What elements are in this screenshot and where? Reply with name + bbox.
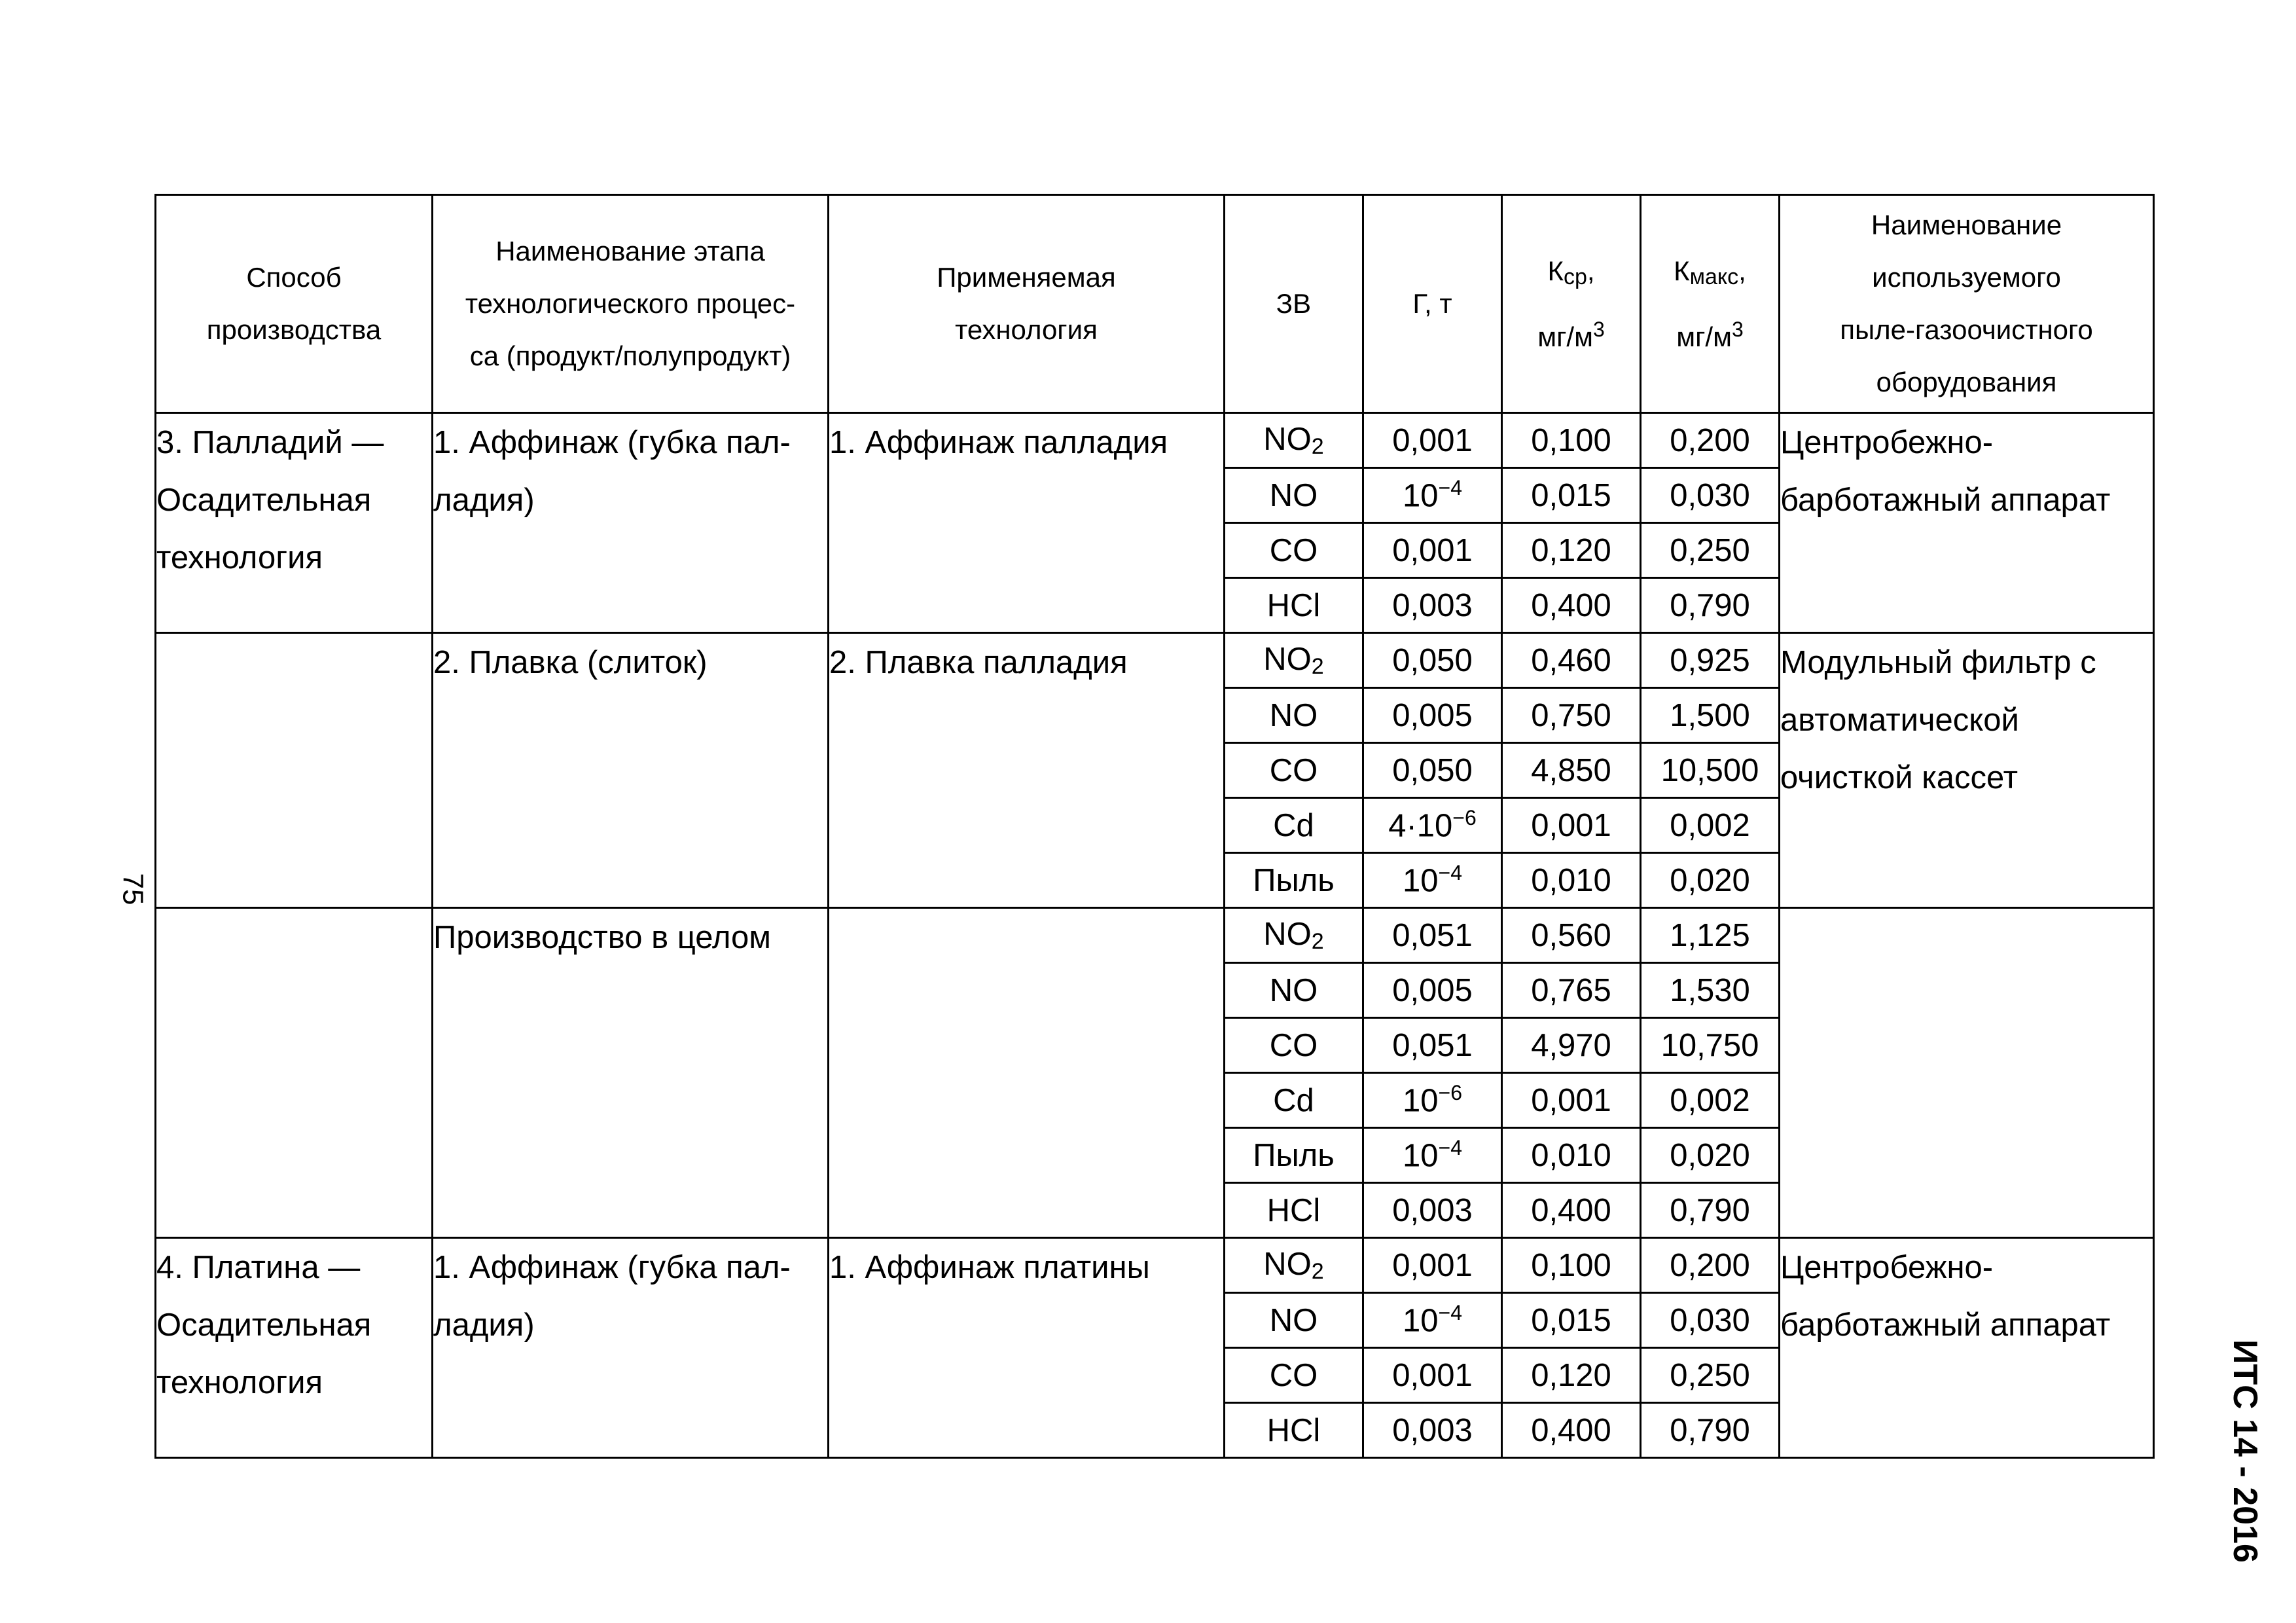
pollutant-name: HCl: [1266, 1192, 1321, 1228]
header-equipment-text: [1780, 199, 2153, 409]
pollutant-name: NO: [1269, 477, 1318, 513]
k-max-cell: 0,790: [1641, 1403, 1780, 1458]
k-max-cell: 0,790: [1641, 578, 1780, 633]
pollutant-cell: [1225, 1128, 1363, 1183]
pollutant-cell: [1225, 468, 1363, 523]
stage-cell: [433, 1238, 829, 1458]
text-line: пыле-газоочистного: [1840, 314, 2093, 345]
pollutant-name: CO: [1269, 532, 1318, 568]
table-body: [156, 413, 2154, 1458]
k-max-symbol: К: [1674, 255, 1690, 286]
g-exponent: −4: [1438, 476, 1462, 500]
k-max-cell: 0,200: [1641, 1238, 1780, 1293]
pollutant-cell: [1225, 1403, 1363, 1458]
equipment-cell: [1780, 413, 2154, 633]
g-cell: [1363, 853, 1502, 908]
k-avg-cell: 0,120: [1502, 523, 1641, 578]
g-cell: [1363, 1348, 1502, 1403]
k-avg-cell: 0,015: [1502, 1293, 1641, 1348]
k-max-unit-exp: 3: [1731, 317, 1744, 341]
k-avg-cell: 0,400: [1502, 578, 1641, 633]
k-max-cell: 0,200: [1641, 413, 1780, 468]
k-avg-cell: 0,765: [1502, 963, 1641, 1018]
header-equipment: [1780, 195, 2154, 413]
document-code: ИТС 14 - 2016: [2226, 1340, 2264, 1563]
pollutant-cell: [1225, 1293, 1363, 1348]
table-row: [156, 1238, 2154, 1293]
header-stage: [433, 195, 829, 413]
method-cell: [156, 908, 433, 1238]
pollutant-name: HCl: [1266, 1412, 1321, 1448]
g-value: 0,005: [1392, 697, 1473, 733]
pollutant-name: NO: [1263, 422, 1312, 457]
table-row: [156, 633, 2154, 688]
g-exponent: −6: [1438, 1081, 1462, 1105]
g-cell: [1363, 1293, 1502, 1348]
k-avg-cell: 0,001: [1502, 1073, 1641, 1128]
text-line: Наименование этапа: [495, 236, 765, 266]
g-cell: [1363, 578, 1502, 633]
g-cell: [1363, 1018, 1502, 1073]
pollutant-name: NO: [1269, 1302, 1318, 1338]
method-cell: [156, 413, 433, 633]
text-line: ладия): [433, 483, 535, 518]
pollutant-cell: [1225, 633, 1363, 688]
g-value: 0,050: [1392, 642, 1473, 678]
pollutant-cell: [1225, 523, 1363, 578]
k-max-cell: 0,250: [1641, 1348, 1780, 1403]
text-line: 2. Плавка (слиток): [433, 645, 708, 680]
pollutant-cell: [1225, 1238, 1363, 1293]
text-line: 1. Аффинаж палладия: [829, 425, 1168, 460]
equipment-cell: [1780, 908, 2154, 1238]
g-value: 0,003: [1392, 587, 1473, 623]
text-line: Модульный фильтр с: [1780, 645, 2096, 680]
k-avg-comma: ,: [1587, 255, 1595, 286]
pollutant-cell: [1225, 578, 1363, 633]
text-line: технология: [156, 1365, 323, 1400]
text-line: Применяемая: [937, 262, 1116, 293]
pollutant-cell: [1225, 853, 1363, 908]
g-cell: [1363, 963, 1502, 1018]
g-cell: [1363, 1128, 1502, 1183]
text-line: барботажный аппарат: [1780, 483, 2111, 518]
g-value: 0,001: [1392, 1247, 1473, 1283]
header-method-text: [156, 251, 431, 356]
text-line: автоматической: [1780, 702, 2019, 738]
k-avg-cell: 0,001: [1502, 798, 1641, 853]
k-max-comma: ,: [1738, 255, 1746, 286]
method-cell: [156, 1238, 433, 1458]
k-avg-cell: 4,970: [1502, 1018, 1641, 1073]
pollutant-cell: [1225, 1018, 1363, 1073]
equipment-cell: [1780, 633, 2154, 908]
header-method: [156, 195, 433, 413]
pollutant-cell: [1225, 963, 1363, 1018]
k-max-subscript: макс: [1689, 264, 1739, 289]
text-line: 2. Плавка палладия: [829, 645, 1128, 680]
k-max-cell: 0,030: [1641, 468, 1780, 523]
k-avg-cell: 0,120: [1502, 1348, 1641, 1403]
g-cell: [1363, 908, 1502, 963]
pollutant-cell: [1225, 1348, 1363, 1403]
emissions-table: [154, 194, 2155, 1459]
header-g: [1363, 195, 1502, 413]
text-line: очисткой кассет: [1780, 760, 2018, 795]
g-value: 10: [1403, 1138, 1439, 1174]
g-value: 0,003: [1392, 1412, 1473, 1448]
g-cell: [1363, 1183, 1502, 1238]
pollutant-name: NO: [1269, 972, 1318, 1008]
text-line: технология: [156, 540, 323, 575]
g-value: 0,051: [1392, 1027, 1473, 1063]
text-line: Наименование: [1871, 210, 2062, 240]
stage-cell: [433, 908, 829, 1238]
stage-cell: [433, 633, 829, 908]
k-avg-cell: 4,850: [1502, 743, 1641, 798]
k-avg-cell: 0,100: [1502, 413, 1641, 468]
g-cell: [1363, 798, 1502, 853]
pollutant-name: CO: [1269, 1027, 1318, 1063]
k-max-cell: 0,790: [1641, 1183, 1780, 1238]
pollutant-name: Пыль: [1253, 1137, 1335, 1173]
g-cell: [1363, 1238, 1502, 1293]
g-value: 0,001: [1392, 532, 1473, 568]
text-line: 4. Платина —: [156, 1250, 361, 1285]
text-line: технологического процес-: [465, 288, 796, 319]
pollutant-name: NO: [1263, 917, 1312, 952]
k-avg-cell: 0,010: [1502, 1128, 1641, 1183]
text-line: производства: [206, 314, 382, 345]
k-max-cell: 0,925: [1641, 633, 1780, 688]
g-cell: [1363, 1073, 1502, 1128]
pollutant-name: NO: [1269, 697, 1318, 733]
k-max-cell: 0,020: [1641, 853, 1780, 908]
technology-cell: [829, 1238, 1225, 1458]
k-avg-cell: 0,460: [1502, 633, 1641, 688]
k-avg-cell: 0,010: [1502, 853, 1641, 908]
pollutant-cell: [1225, 413, 1363, 468]
k-max-cell: 10,500: [1641, 743, 1780, 798]
text-line: Способ: [246, 262, 342, 293]
pollutant-name: Пыль: [1253, 862, 1335, 898]
g-value: 4·10: [1388, 808, 1453, 844]
pollutant-name: CO: [1269, 752, 1318, 788]
header-stage-text: [433, 225, 827, 382]
g-cell: [1363, 468, 1502, 523]
header-technology: [829, 195, 1225, 413]
table-row: [156, 908, 2154, 963]
g-value: 10: [1403, 1083, 1439, 1119]
table-header: [156, 195, 2154, 413]
pollutant-name: NO: [1263, 1247, 1312, 1282]
pollutant-subscript: 2: [1311, 654, 1324, 679]
k-max-cell: 1,530: [1641, 963, 1780, 1018]
equipment-cell: [1780, 1238, 2154, 1458]
header-k-avg: [1502, 195, 1641, 413]
k-avg-unit: мг/м: [1537, 321, 1593, 352]
k-max-cell: 0,002: [1641, 1073, 1780, 1128]
pollutant-name: CO: [1269, 1357, 1318, 1393]
k-max-cell: 1,125: [1641, 908, 1780, 963]
text-line: используемого: [1872, 262, 2061, 293]
header-g-text: Г, т: [1412, 288, 1452, 319]
text-line: 1. Аффинаж (губка пал-: [433, 425, 791, 460]
k-avg-cell: 0,400: [1502, 1403, 1641, 1458]
g-value: 10: [1403, 1303, 1439, 1339]
text-line: 1. Аффинаж (губка пал-: [433, 1250, 791, 1285]
text-line: Осадительная: [156, 483, 372, 518]
g-value: 10: [1403, 478, 1439, 514]
pollutant-subscript: 2: [1311, 929, 1324, 954]
text-line: Осадительная: [156, 1307, 372, 1343]
g-cell: [1363, 413, 1502, 468]
header-pollutant: [1225, 195, 1363, 413]
pollutant-cell: [1225, 1183, 1363, 1238]
text-line: барботажный аппарат: [1780, 1307, 2111, 1343]
k-avg-cell: 0,560: [1502, 908, 1641, 963]
stage-cell: [433, 413, 829, 633]
k-max-cell: 10,750: [1641, 1018, 1780, 1073]
g-value: 10: [1403, 863, 1439, 899]
text-line: 3. Палладий —: [156, 425, 384, 460]
pollutant-name: NO: [1263, 642, 1312, 677]
k-avg-cell: 0,750: [1502, 688, 1641, 743]
header-k-max: [1641, 195, 1780, 413]
g-value: 0,003: [1392, 1192, 1473, 1228]
g-exponent: −4: [1438, 861, 1462, 885]
text-line: ладия): [433, 1307, 535, 1343]
k-avg-cell: 0,100: [1502, 1238, 1641, 1293]
text-line: 1. Аффинаж платины: [829, 1250, 1150, 1285]
k-max-cell: 1,500: [1641, 688, 1780, 743]
pollutant-cell: [1225, 1073, 1363, 1128]
text-line: Центробежно-: [1780, 425, 1994, 460]
k-avg-unit-exp: 3: [1592, 317, 1605, 341]
k-max-cell: 0,250: [1641, 523, 1780, 578]
k-avg-cell: 0,015: [1502, 468, 1641, 523]
k-max-cell: 0,002: [1641, 798, 1780, 853]
technology-cell: [829, 633, 1225, 908]
g-cell: [1363, 523, 1502, 578]
g-value: 0,001: [1392, 1357, 1473, 1393]
pollutant-subscript: 2: [1311, 1259, 1324, 1284]
k-avg-cell: 0,400: [1502, 1183, 1641, 1238]
g-exponent: −4: [1438, 1301, 1462, 1325]
method-cell: [156, 633, 433, 908]
k-avg-symbol: К: [1547, 255, 1564, 286]
text-line: Центробежно-: [1780, 1250, 1994, 1285]
header-technology-text: [829, 251, 1223, 356]
g-cell: [1363, 743, 1502, 798]
pollutant-name: Cd: [1273, 807, 1314, 843]
k-max-cell: 0,020: [1641, 1128, 1780, 1183]
g-value: 0,051: [1392, 917, 1473, 953]
g-value: 0,005: [1392, 972, 1473, 1008]
pollutant-cell: [1225, 908, 1363, 963]
g-cell: [1363, 688, 1502, 743]
header-pollutant-text: ЗВ: [1276, 288, 1312, 319]
k-avg-subscript: ср: [1563, 264, 1587, 289]
pollutant-name: HCl: [1266, 587, 1321, 623]
g-cell: [1363, 633, 1502, 688]
pollutant-cell: [1225, 743, 1363, 798]
g-cell: [1363, 1403, 1502, 1458]
g-value: 0,050: [1392, 752, 1473, 788]
g-exponent: −6: [1452, 806, 1477, 830]
technology-cell: [829, 908, 1225, 1238]
table-row: [156, 413, 2154, 468]
k-max-unit: мг/м: [1676, 321, 1732, 352]
pollutant-subscript: 2: [1311, 434, 1324, 459]
technology-cell: [829, 413, 1225, 633]
page-number: 75: [117, 873, 149, 905]
k-max-cell: 0,030: [1641, 1293, 1780, 1348]
text-line: Производство в целом: [433, 920, 771, 955]
g-exponent: −4: [1438, 1136, 1462, 1160]
g-value: 0,001: [1392, 422, 1473, 458]
pollutant-cell: [1225, 688, 1363, 743]
pollutant-name: Cd: [1273, 1082, 1314, 1118]
text-line: са (продукт/полупродукт): [469, 340, 791, 371]
text-line: технология: [955, 314, 1098, 345]
text-line: оборудования: [1876, 367, 2057, 397]
pollutant-cell: [1225, 798, 1363, 853]
